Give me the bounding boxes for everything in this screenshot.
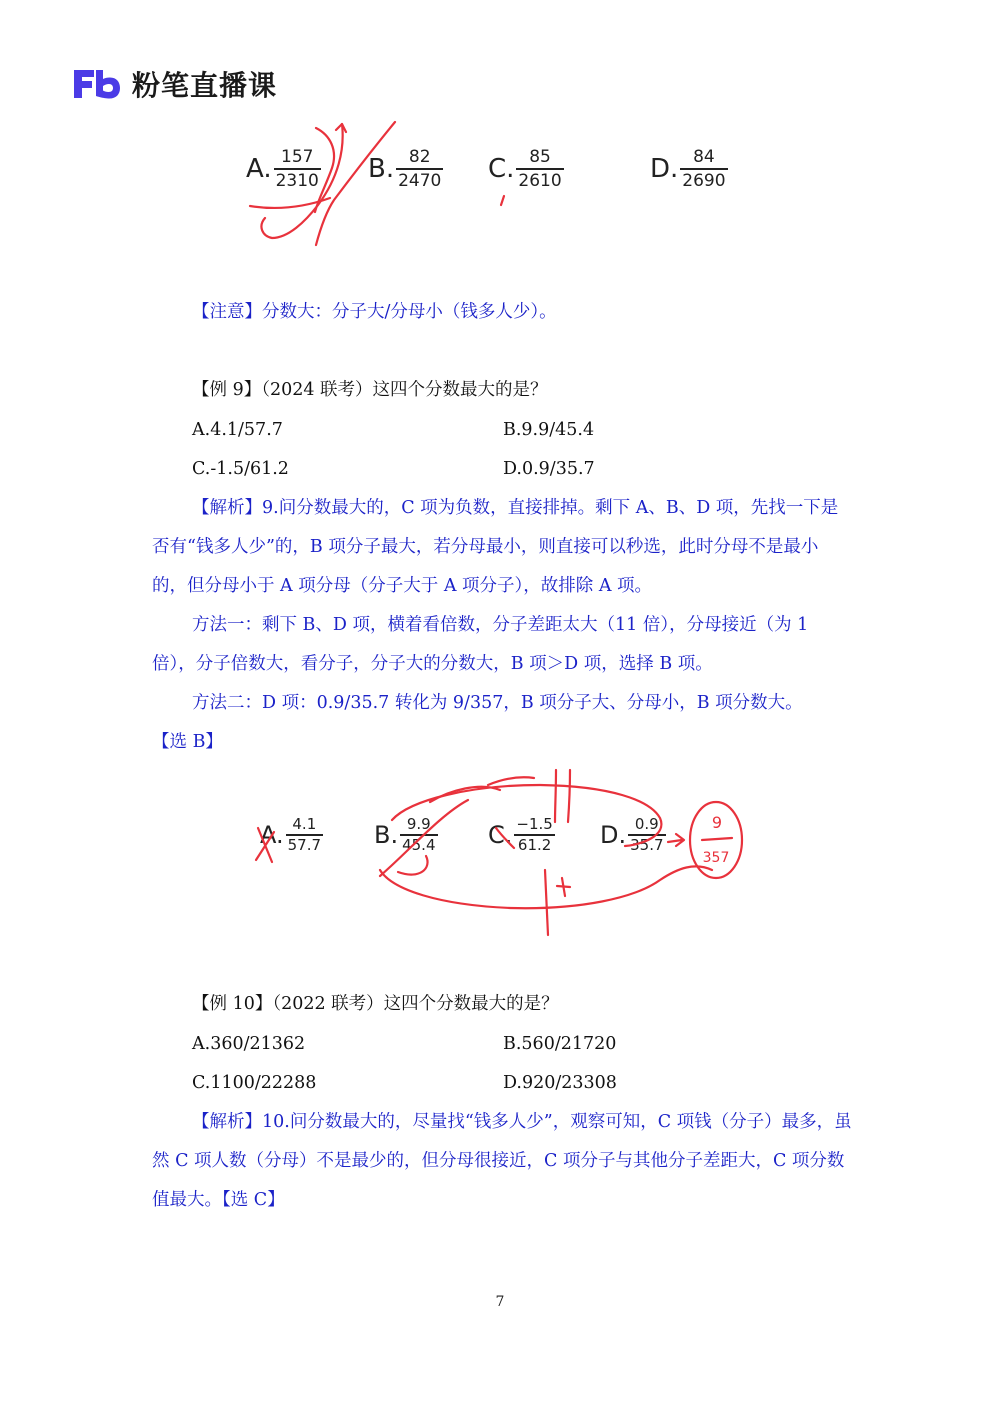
numerator: 4.1 [292, 815, 317, 833]
denominator: 57.7 [287, 835, 322, 854]
brand-logo [72, 64, 277, 104]
fraction [628, 815, 665, 855]
numerator: 9.9 [406, 815, 431, 833]
fig2-option-b [374, 815, 438, 855]
ex10-analysis: 【解析】10.问分数最大的，尽量找“钱多人少”，观察可知，C 项钱（分子）最多，虽然 C 项人数（分母）不是最少的，但分母很接近，C 项分子与其他分子差距大，C 项分数值最大。【选 C】 [152, 1112, 852, 1210]
denominator: 2610 [518, 170, 562, 191]
fraction [274, 146, 321, 192]
numerator: 157 [281, 147, 314, 167]
option-letter: D. [600, 820, 627, 849]
note-text: 【注意】分数大：分子大/分母小（钱多人少）。 [192, 302, 557, 322]
denominator: 2470 [398, 170, 442, 191]
option-letter: B. [374, 820, 399, 849]
ex10-question: 【例 10】（2022 联考）这四个分数最大的是？ [192, 994, 559, 1014]
numerator: 84 [693, 147, 715, 167]
ex10-option-a: A.360/21362 [192, 1034, 306, 1054]
fig1-option-c [488, 146, 564, 192]
ex9-option-c: C.-1.5/61.2 [192, 459, 289, 479]
ex9-question: 【例 9】（2024 联考）这四个分数最大的是？ [192, 380, 548, 400]
denominator: 35.7 [630, 835, 664, 854]
ex10-option-c: C.1100/22288 [192, 1073, 317, 1093]
fig2-option-d [600, 815, 666, 855]
option-letter: A. [246, 153, 272, 184]
ex9-option-a: A.4.1/57.7 [192, 420, 283, 440]
brand-name: 粉笔直播课 [132, 69, 278, 102]
numerator: −1.5 [516, 815, 553, 833]
fig2-option-a [260, 815, 323, 855]
denominator: 2310 [275, 170, 319, 191]
option-letter: D. [650, 153, 679, 184]
ex9-option-b: B.9.9/45.4 [503, 420, 595, 440]
fraction [400, 815, 437, 855]
ex9-analysis-p3: 方法二：D 项：0.9/35.7 转化为 9/357，B 项分子大、分母小，B 项分数大。 [192, 693, 803, 713]
denominator: 61.2 [517, 835, 552, 854]
ex9-analysis-p1: 【解析】9.问分数最大的，C 项为负数，直接排掉。剩下 A、B、D 项，先找一下是否有“钱多人少”的，B 项分子最大，若分母最小，则直接可以秒选，此时分母不是最小的，但分母小于 A 项分母（分子大于 A 项分子），故排除 A 项。 [152, 498, 839, 596]
ex9-answer: 【选 B】 [152, 732, 223, 752]
page-number: 7 [495, 1294, 505, 1310]
fraction [680, 146, 727, 192]
option-letter: A. [260, 820, 284, 849]
fig1-option-d [650, 146, 728, 192]
denominator: 2690 [682, 170, 726, 191]
fraction [516, 146, 563, 192]
option-letter: C. [488, 820, 513, 849]
fig1-option-b [368, 146, 443, 192]
ex10-option-b: B.560/21720 [503, 1034, 617, 1054]
numerator: 85 [529, 147, 551, 167]
denominator: 45.4 [402, 835, 436, 854]
fig1-option-a [246, 146, 321, 192]
handwritten-numerator: 9 [711, 813, 723, 832]
fraction [514, 815, 554, 855]
ex9-analysis-p2: 方法一：剩下 B、D 项，横着看倍数，分子差距太大（11 倍），分母接近（为 1 倍），分子倍数大，看分子，分子大的分数大，B 项＞D 项，选择 B 项。 [152, 615, 809, 674]
ex9-option-d: D.0.9/35.7 [503, 459, 595, 479]
option-letter: C. [488, 153, 515, 184]
fraction [396, 146, 443, 192]
numerator: 0.9 [634, 815, 659, 833]
fraction [286, 815, 323, 855]
option-letter: B. [368, 153, 395, 184]
numerator: 82 [408, 147, 431, 167]
ex10-option-d: D.920/23308 [503, 1073, 617, 1093]
fb-logo-icon [72, 66, 122, 102]
fig2-option-c [488, 815, 555, 855]
handwritten-denominator: 357 [702, 850, 730, 866]
